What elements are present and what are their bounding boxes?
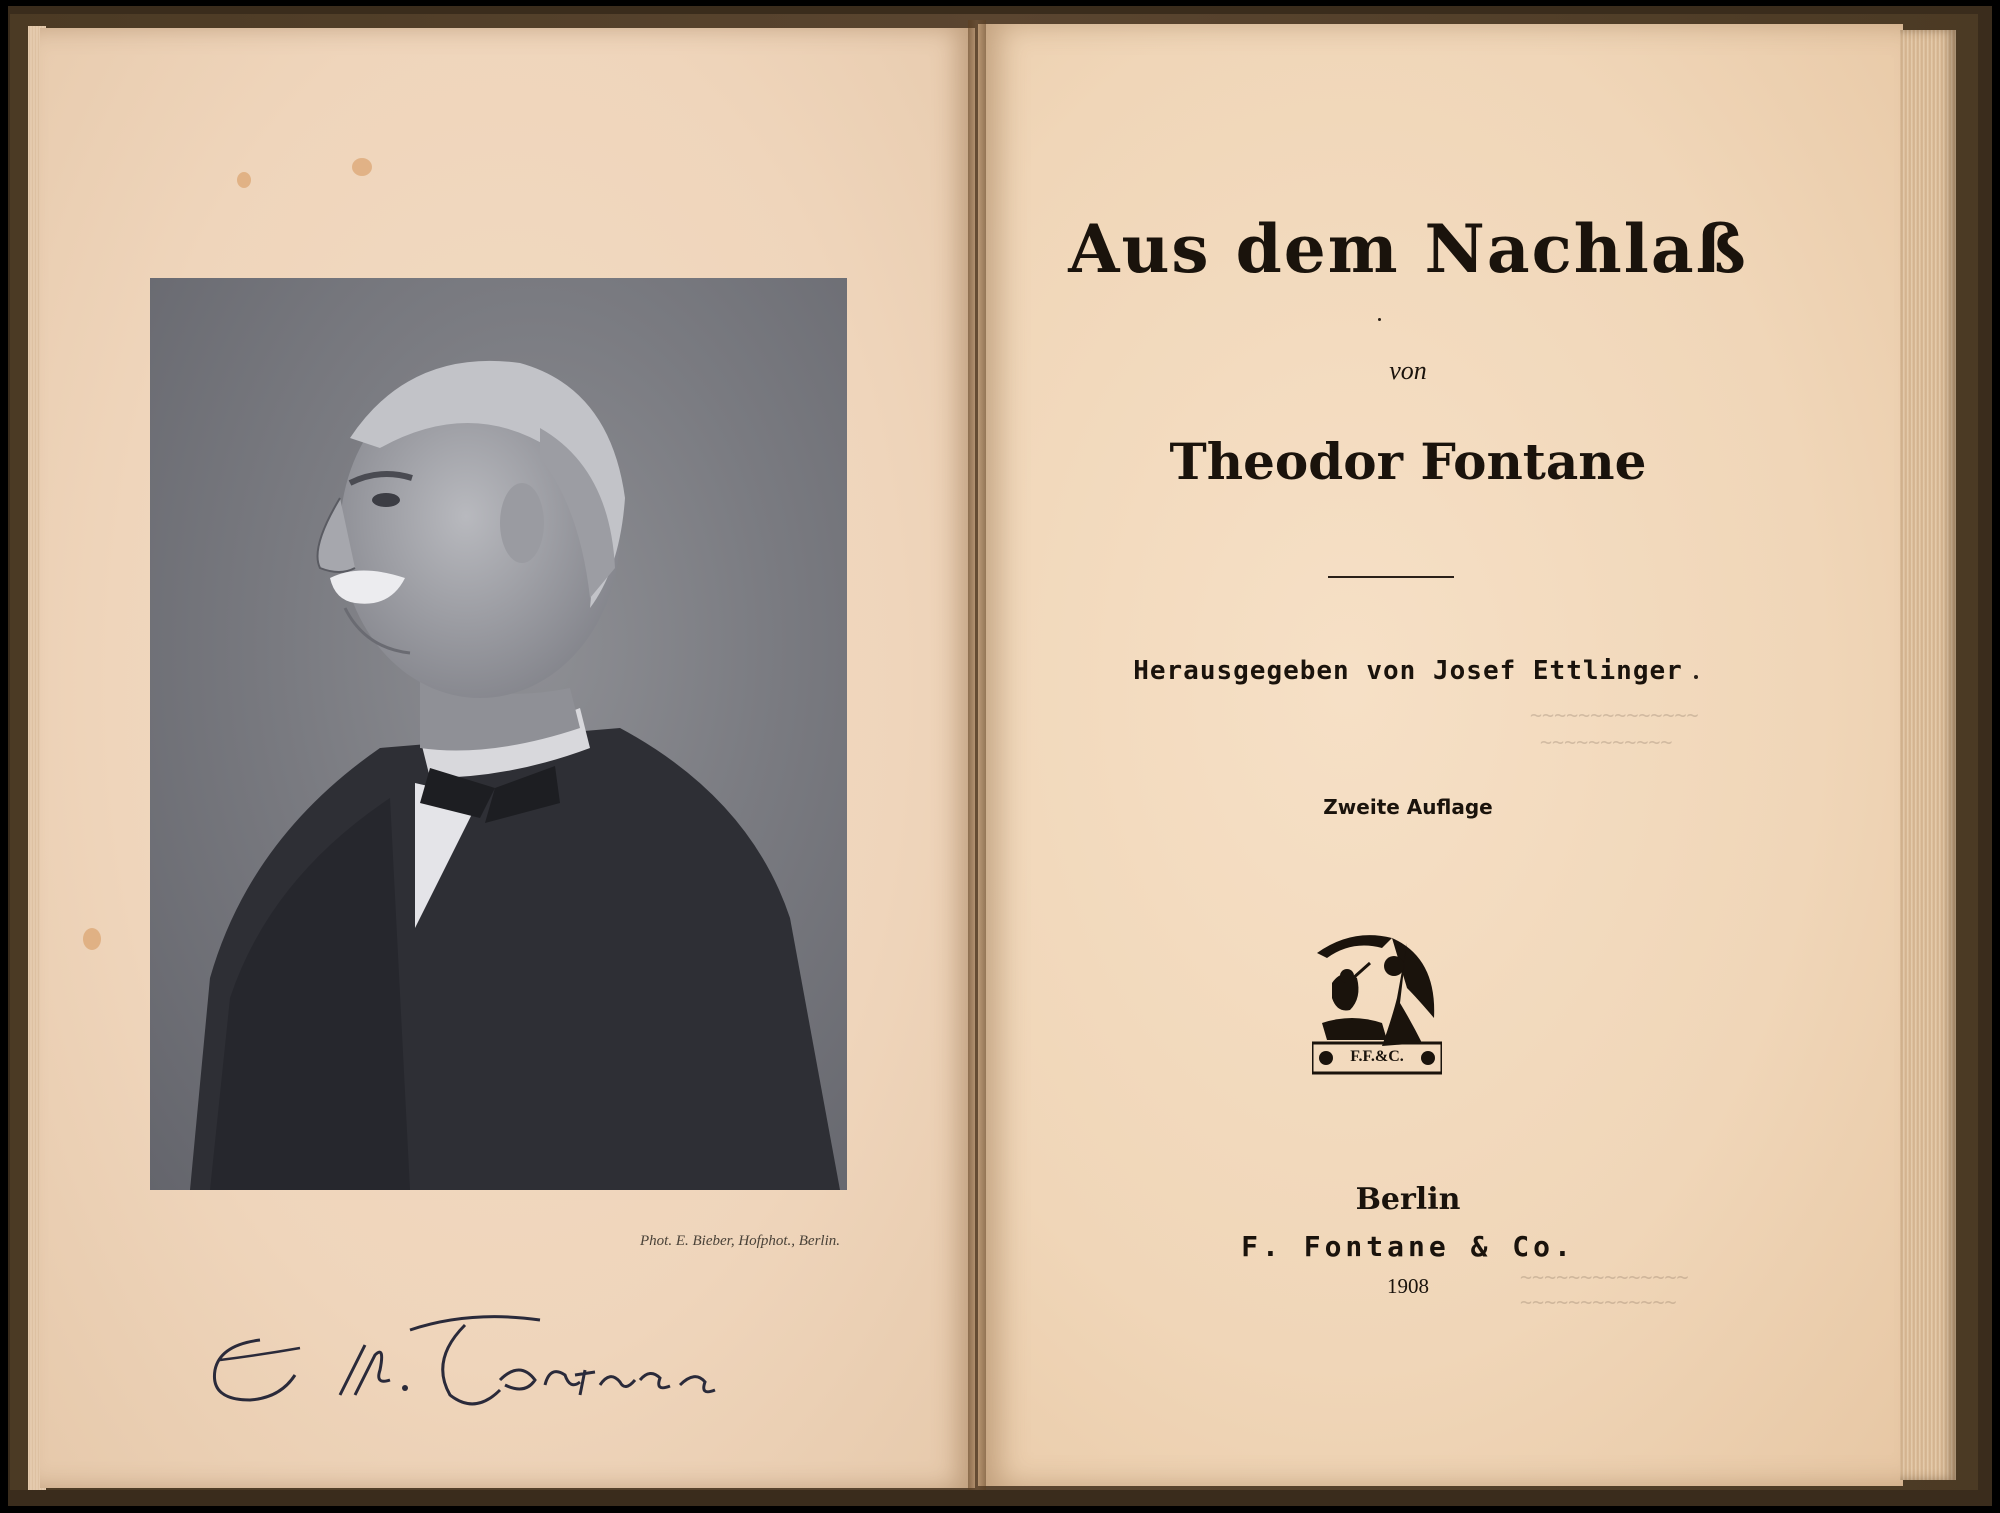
book-title: Aus dem Nachlaß [1068, 210, 1748, 288]
publication-year: 1908 [1387, 1274, 1429, 1298]
paper-stain [352, 158, 372, 176]
right-page-edges [1900, 30, 1956, 1480]
portrait-figure [150, 278, 847, 1190]
bleed-through-marks: ~~~~~~~~~~~~~~ [1520, 1265, 1689, 1289]
paper-stain [237, 172, 251, 188]
publisher-name: F. Fontane & Co. [1241, 1230, 1575, 1263]
paper-stain [83, 928, 101, 950]
publisher-city: Berlin [1355, 1182, 1461, 1217]
divider-rule [1328, 576, 1454, 578]
photo-credit: Phot. E. Bieber, Hofphot., Berlin. [640, 1233, 840, 1249]
ink-dot [1694, 675, 1698, 679]
bleed-through-marks: ~~~~~~~~~~~ [1540, 730, 1673, 754]
author-portrait-photo [150, 278, 847, 1190]
bleed-through-marks: ~~~~~~~~~~~~~ [1520, 1290, 1677, 1314]
bleed-through-marks: ~~~~~~~~~~~~~~ [1530, 703, 1699, 727]
publisher-device-label: F.F.&C. [1350, 1048, 1404, 1065]
author-name: Theodor Fontane [1169, 432, 1647, 491]
publisher-device [1312, 928, 1442, 1076]
editor-line: Herausgegeben von Josef Ettlinger [1133, 656, 1683, 686]
author-signature [200, 1300, 820, 1434]
ink-dot [1378, 318, 1381, 321]
by-line: von [1389, 356, 1427, 385]
edition-line: Zweite Auflage [1323, 795, 1493, 819]
